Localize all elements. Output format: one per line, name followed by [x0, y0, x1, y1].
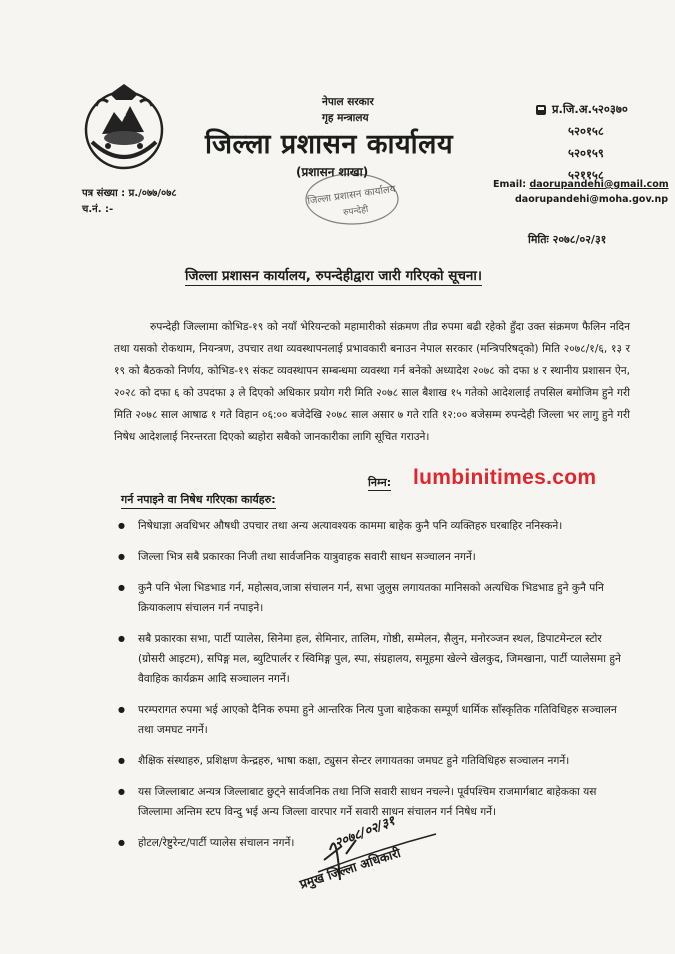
ministry-name: गृह मन्त्रालय — [322, 112, 369, 124]
site-watermark: lumbinitimes.com — [413, 466, 597, 489]
reference-block — [82, 186, 177, 218]
letter-number: पत्र संख्या : प्र./०७७/०७८ — [82, 188, 177, 199]
list-item: ● जिल्ला भित्र सबै प्रकारका निजी तथा सार्वजनिक यात्रुवाहक सवारी साधन सञ्चालन नगर्ने। — [118, 547, 632, 567]
signature-date: २०७८/०२/३१ — [332, 813, 398, 852]
list-item: ● कुनै पनि भेला भिडभाड गर्न, महोत्सव,जात्रा संचालन गर्न, सभा जुलुस लगायतका मानिसको अत्यधिक भिडभाड हुने कुनै पनि क्रियाकलाप संचालन गर्न नपाइने। — [118, 578, 632, 618]
government-name: नेपाल सरकार — [322, 96, 374, 108]
dispatch-number: च.नं. :- — [82, 204, 114, 215]
phone-number: प्र.जि.अ.५२०३७० — [552, 102, 628, 116]
list-item: ● होटल/रेष्टुरेन्ट/पार्टी प्यालेस संचालन नगर्ने। — [118, 833, 632, 853]
notice-paragraph: रुपन्देही जिल्लामा कोभिड-१९ को नयाँ भेरियन्टको महामारीको संक्रमण तीव्र रुपमा बढी रहेको हुँदा उक्त संक्रमण फैलिन नदिन तथा यसको रोकथाम, नियन्त्रण, उपचार तथा व्यवस्थापनलाई प्रभावकारी बनाउन नेपाल सरकार (मन्त्रिपरिषद्को) मिति २०७८/१/६, १३ र १९ को बैठकको निर्णय, कोभिड-१९ संकट व्यवस्थापन सम्बन्धमा व्यवस्था गर्न बनेको अध्यादेश २०७८ को दफा ४ र स्थानीय प्रशासन ऐन, २०२८ को दफा ६ को उपदफा ३ ले दिएको अधिकार प्रयोग गरी मिति २०७८ साल बैशाख १५ गतेको आदेशलाई तपसिल बमोजिम हुने गरी मिति २०७८ साल आषाढ १ गते विहान ०६:०० बजेदेखि २०७८ साल असार ७ गते राति १२:०० बजेसम्म रुपन्देही जिल्ला भर लागु हुने गरी निषेध आदेशलाई निरन्तरता दिएको ब्यहोरा सबैको जानकारीका लागि सूचित गराउने। — [114, 321, 630, 443]
email-address: daorupandehi@gmail.com — [529, 179, 669, 190]
list-item: ● यस जिल्लाबाट अन्यत्र जिल्लाबाट छुट्ने सार्वजनिक तथा निजि सवारी साधन नचल्ने। पूर्वपश्चिम राजमार्गबाट बाहेकका यस जिल्लामा अन्तिम स्टप विन्दु भई अन्य जिल्ला वारपार गर्ने सवारी साधन संचालन गर्न निषेध गर्ने। — [118, 782, 632, 822]
phone-number: ५२०१५८ — [568, 124, 604, 138]
list-item: ● शैक्षिक संस्थाहरु, प्रशिक्षण केन्द्रहरु, भाषा कक्षा, ट्युसन सेन्टर लगायतका जमघट हुने गतिविधिहरु सञ्चालन नगर्ने। — [118, 751, 632, 771]
phone-number: ५२११५८ — [568, 168, 604, 182]
section-heading: गर्न नपाइने वा निषेध गरिएका कार्यहरु: — [121, 492, 276, 509]
list-item: ● सबै प्रकारका सभा, पार्टी प्यालेस, सिनेमा हल, सेमिनार, तालिम, गोष्ठी, सम्मेलन, सैलुन, मनोरञ्जन स्थल, डिपाटमेन्टल स्टोर (ग्रोसरी आइटम), सपिङ्ग मल, ब्युटिपार्लर र स्विमिङ्ग पुल, स्पा, संग्रहालय, समूहमा खेल्ने खेलकुद, जिमखाना, पार्टी प्यालेसमा हुने वैवाहिक कार्यक्रम आदि सञ्चालन नगर्ने। — [118, 629, 632, 689]
phone-icon — [536, 105, 546, 115]
nimna-label: निम्न: — [368, 476, 392, 489]
office-stamp — [300, 168, 404, 230]
email-label: Email: — [493, 179, 527, 190]
notice-title: जिल्ला प्रशासन कार्यालय, रुपन्देहीद्वारा जारी गरिएको सूचना। — [185, 268, 483, 284]
nepal-emblem-icon — [78, 80, 170, 172]
phone-number: ५२०१५९ — [568, 146, 604, 160]
letter-date: मितिः २०७८/०२/३१ — [528, 233, 607, 246]
contact-info — [493, 177, 669, 207]
branch-name: (प्रशासन शाखा) — [296, 165, 369, 179]
web-email: daorupandehi@moha.gov.np — [515, 194, 669, 205]
list-item: ● निषेधाज्ञा अवधिभर औषधी उपचार तथा अन्य अत्यावश्यक काममा बाहेक कुनै पनि व्यक्तिहरु घरबाहिर ननिस्कने। — [118, 516, 632, 536]
list-item: ● परम्परागत रुपमा भई आएको दैनिक रुपमा हुने आन्तरिक नित्य पुजा बाहेकका सम्पूर्ण धार्मिक साँस्कृतिक गतिविधिहरु सञ्चालन तथा जमघट नगर्ने। — [118, 700, 632, 740]
government-header — [322, 94, 374, 126]
prohibited-list — [118, 516, 632, 864]
office-title: जिल्ला प्रशासन कार्यालय — [205, 129, 454, 160]
stamp-line-1: जिल्ला प्रशासन कार्यालय — [306, 183, 397, 208]
signatory-title: प्रमुख जिल्ला अधिकारी — [297, 844, 403, 892]
stamp-line-2: रुपन्देही — [342, 204, 369, 219]
phone-numbers — [536, 98, 628, 186]
